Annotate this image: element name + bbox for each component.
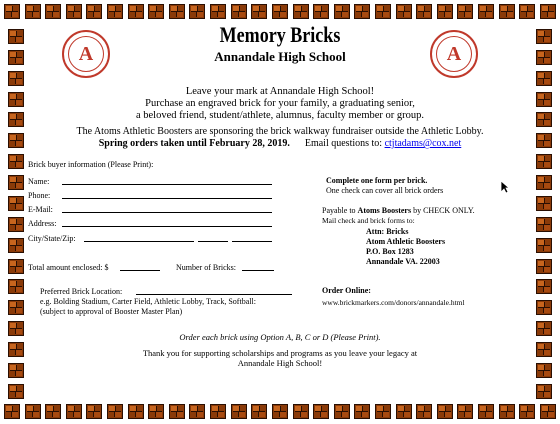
intro-line-1: Leave your mark at Annandale High School!: [185, 86, 375, 97]
brick-icon: [375, 4, 391, 19]
state-input[interactable]: [198, 233, 228, 242]
brick-icon: [519, 404, 535, 419]
email-label: E-Mail:: [28, 205, 53, 214]
address-line-4: Annandale VA. 22003: [366, 257, 440, 266]
brick-icon: [210, 4, 226, 19]
brick-border-bottom: [0, 400, 560, 424]
brick-icon: [8, 300, 24, 315]
brick-icon: [334, 404, 350, 419]
brick-icon: [4, 4, 20, 19]
instruction-line-1: Complete one form per brick.: [326, 176, 428, 185]
address-input[interactable]: [62, 218, 272, 227]
deadline-text: Spring orders taken until February 28, 2019.: [98, 138, 290, 149]
brick-icon: [478, 404, 494, 419]
thanks-line-2: Annandale High School!: [237, 358, 323, 368]
intro-line-4: The Atoms Athletic Boosters are sponsoring the brick walkway fundraiser outside the Athletic Lobby.: [76, 126, 484, 137]
brick-icon: [231, 4, 247, 19]
options-line: Order each brick using Option A, B, C or D (Please Print).: [179, 332, 381, 342]
page-title: Memory Bricks: [219, 22, 341, 47]
brick-icon: [66, 4, 82, 19]
brick-icon: [375, 404, 391, 419]
brick-icon: [128, 404, 144, 419]
brick-icon: [536, 238, 552, 253]
zip-input[interactable]: [232, 233, 272, 242]
brick-icon: [8, 175, 24, 190]
brick-icon: [8, 238, 24, 253]
online-url[interactable]: www.brickmarkers.com/donors/annandale.html: [322, 298, 465, 307]
brick-icon: [536, 363, 552, 378]
brick-icon: [8, 384, 24, 399]
thanks-line-1: Thank you for supporting scholarships and programs as you leave your legacy at: [142, 348, 418, 358]
brick-icon: [478, 4, 494, 19]
location-note: (subject to approval of Booster Master Plan): [40, 307, 183, 316]
payable-suffix: by CHECK ONLY.: [413, 206, 475, 215]
name-label: Name:: [28, 177, 50, 186]
brick-icon: [540, 404, 556, 419]
brick-border-right: [532, 24, 556, 400]
phone-label: Phone:: [28, 191, 51, 200]
brick-icon: [536, 154, 552, 169]
brick-icon: [86, 404, 102, 419]
brick-icon: [8, 259, 24, 274]
brick-icon: [354, 4, 370, 19]
brick-icon: [169, 4, 185, 19]
brick-icon: [8, 363, 24, 378]
brick-icon: [107, 404, 123, 419]
brick-icon: [536, 279, 552, 294]
brick-icon: [8, 342, 24, 357]
brick-icon: [251, 404, 267, 419]
brick-icon: [293, 404, 309, 419]
intro-line-3: a beloved friend, student/athlete, alumnus, faculty member or group.: [135, 110, 425, 121]
brick-icon: [536, 384, 552, 399]
brick-icon: [272, 4, 288, 19]
bricks-input[interactable]: [242, 262, 274, 271]
brick-icon: [536, 29, 552, 44]
brick-icon: [25, 4, 41, 19]
brick-icon: [4, 404, 20, 419]
brick-icon: [45, 404, 61, 419]
brick-icon: [107, 4, 123, 19]
brick-icon: [536, 259, 552, 274]
brick-icon: [8, 92, 24, 107]
brick-icon: [66, 404, 82, 419]
deadline-line: [20, 138, 540, 150]
brick-icon: [536, 92, 552, 107]
address-line-1: Attn: Bricks: [366, 227, 409, 236]
brick-icon: [25, 404, 41, 419]
brick-icon: [189, 4, 205, 19]
location-examples: e.g. Bolding Stadium, Carter Field, Athletic Lobby, Track, Softball:: [40, 297, 256, 306]
brick-icon: [457, 404, 473, 419]
address-label: Address:: [28, 219, 57, 228]
brick-icon: [499, 404, 515, 419]
brick-icon: [536, 300, 552, 315]
brick-icon: [540, 4, 556, 19]
payable-prefix: Payable to: [322, 206, 356, 215]
total-input[interactable]: [120, 262, 160, 271]
brick-icon: [437, 4, 453, 19]
intro-line-2: Purchase an engraved brick for your family, a graduating senior,: [145, 98, 415, 109]
city-label: City/State/Zip:: [28, 234, 76, 243]
brick-icon: [536, 71, 552, 86]
brick-icon: [457, 4, 473, 19]
brick-icon: [354, 404, 370, 419]
mouse-cursor-icon: [500, 180, 510, 194]
brick-icon: [8, 29, 24, 44]
payable-name: Atoms Boosters: [357, 206, 412, 215]
brick-icon: [8, 279, 24, 294]
brick-icon: [210, 404, 226, 419]
brick-icon: [536, 196, 552, 211]
brick-border-top: [0, 0, 560, 24]
brick-icon: [437, 404, 453, 419]
brick-icon: [313, 404, 329, 419]
form-heading: Brick buyer information (Please Print):: [28, 160, 154, 169]
brick-icon: [536, 321, 552, 336]
page-subtitle: Annandale High School: [214, 49, 346, 64]
instruction-line-2: One check can cover all brick orders: [326, 186, 444, 195]
name-input[interactable]: [62, 176, 272, 185]
brick-icon: [8, 154, 24, 169]
name-field-row: [28, 177, 49, 187]
brick-icon: [396, 404, 412, 419]
mail-label: Mail check and brick forms to:: [322, 216, 415, 225]
brick-icon: [45, 4, 61, 19]
online-label: Order Online:: [322, 286, 371, 295]
brick-icon: [416, 4, 432, 19]
phone-input[interactable]: [62, 190, 272, 199]
email-link[interactable]: ctjtadams@cox.net: [384, 138, 462, 149]
brick-icon: [8, 217, 24, 232]
brick-icon: [148, 404, 164, 419]
brick-icon: [128, 4, 144, 19]
brick-icon: [536, 217, 552, 232]
brick-icon: [416, 404, 432, 419]
location-label: Preferred Brick Location:: [40, 287, 123, 296]
school-seal-letter: A: [436, 36, 472, 72]
brick-icon: [189, 404, 205, 419]
brick-icon: [536, 342, 552, 357]
brick-icon: [148, 4, 164, 19]
brick-icon: [536, 175, 552, 190]
brick-icon: [8, 196, 24, 211]
brick-icon: [272, 404, 288, 419]
city-input[interactable]: [84, 233, 194, 242]
brick-icon: [293, 4, 309, 19]
location-input[interactable]: [136, 286, 292, 295]
address-line-2: Atom Athletic Boosters: [366, 237, 446, 246]
brick-icon: [519, 4, 535, 19]
address-line-3: P.O. Box 1283: [366, 247, 414, 256]
brick-icon: [396, 4, 412, 19]
total-label: Total amount enclosed: $: [28, 263, 109, 272]
brick-icon: [313, 4, 329, 19]
bricks-label: Number of Bricks:: [176, 263, 236, 272]
brick-icon: [169, 404, 185, 419]
school-seal-letter: A: [68, 36, 104, 72]
payable-line: [322, 206, 475, 216]
brick-icon: [334, 4, 350, 19]
brick-icon: [499, 4, 515, 19]
email-input[interactable]: [62, 204, 272, 213]
brick-icon: [231, 404, 247, 419]
brick-icon: [8, 321, 24, 336]
brick-icon: [8, 71, 24, 86]
brick-icon: [86, 4, 102, 19]
brick-icon: [251, 4, 267, 19]
email-prefix: Email questions to:: [304, 138, 383, 149]
brick-border-left: [4, 24, 28, 400]
